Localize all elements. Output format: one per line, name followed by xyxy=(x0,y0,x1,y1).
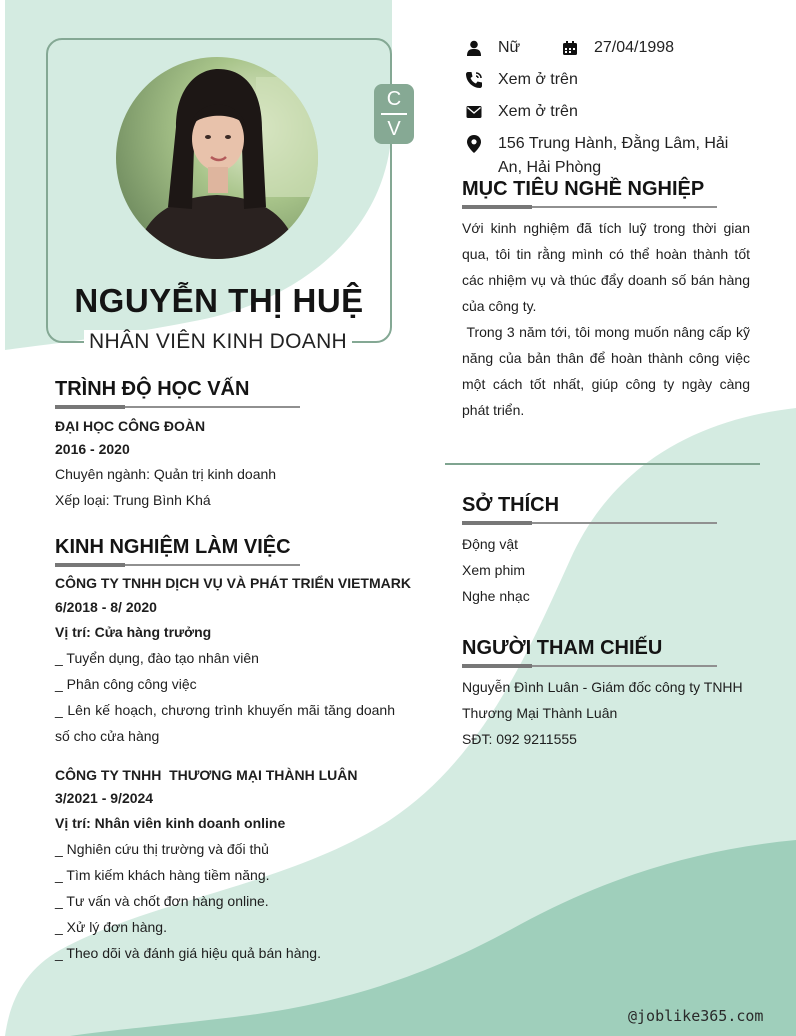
hobby-item: Xem phim xyxy=(462,562,526,578)
location-pin-icon xyxy=(464,134,484,154)
education-title: TRÌNH ĐỘ HỌC VẤN xyxy=(55,378,250,400)
education-underline xyxy=(55,405,300,409)
experience-title: KINH NGHIỆM LÀM VIỆC xyxy=(55,536,291,558)
reference-line-1: Nguyễn Đình Luân - Giám đốc công ty TNHH xyxy=(462,679,743,695)
job-2-duty: _ Theo dõi và đánh giá hiệu quả bán hàng. xyxy=(55,945,321,961)
reference-line-2: Thương Mại Thành Luân xyxy=(462,705,618,721)
birthdate-value: 27/04/1998 xyxy=(594,39,675,56)
job-2-duty: _ Nghiên cứu thị trường và đối thủ xyxy=(55,841,269,857)
phone-value: Xem ở trên xyxy=(498,71,578,88)
job-1-position: Vị trí: Cửa hàng trưởng xyxy=(55,624,212,640)
education-school: ĐẠI HỌC CÔNG ĐOÀN xyxy=(55,418,206,434)
job-1-duty: _ Phân công công việc xyxy=(55,676,197,692)
candidate-name: NGUYỄN THỊ HUỆ xyxy=(74,282,364,319)
education-major: Chuyên ngành: Quản trị kinh doanh xyxy=(55,466,277,482)
phone-icon xyxy=(464,70,484,90)
reference-phone: SĐT: 092 9211555 xyxy=(462,731,577,747)
objective-paragraph-1: Với kinh nghiệm đã tích luỹ trong thời gian qua, tôi tin rằng mình có thể hoàn thành tốt các nhiệm vụ và thúc đẩy doanh số bán hàng của công ty. xyxy=(462,220,750,314)
mail-icon xyxy=(464,102,484,122)
avatar xyxy=(116,57,318,259)
job-title: NHÂN VIÊN KINH DOANH xyxy=(84,330,352,354)
watermark: @joblike365.com xyxy=(628,1007,764,1025)
objective-underline xyxy=(462,205,717,209)
experience-underline xyxy=(55,563,300,567)
hobbies-title: SỞ THÍCH xyxy=(462,494,560,516)
address-line-1: 156 Trung Hành, Đằng Lâm, Hải xyxy=(498,135,729,152)
calendar-icon xyxy=(560,38,580,58)
hobby-item: Nghe nhạc xyxy=(462,588,530,604)
education-period: 2016 - 2020 xyxy=(55,441,130,457)
job-1-period: 6/2018 - 8/ 2020 xyxy=(55,599,157,615)
job-2-position: Vị trí: Nhân viên kinh doanh online xyxy=(55,815,286,831)
phone-row xyxy=(464,68,578,92)
cv-badge xyxy=(374,84,414,144)
objective-paragraph-2: Trong 3 năm tới, tôi mong muốn nâng cấp kỹ năng của bản thân để hoàn thành công việc một cách tốt nhất, giúp công ty ngày càng phát triển. xyxy=(462,324,754,418)
address-row xyxy=(464,132,744,180)
job-2-company: CÔNG TY TNHH THƯƠNG MẠI THÀNH LUÂN xyxy=(55,767,358,783)
job-2-period: 3/2021 - 9/2024 xyxy=(55,790,154,806)
section-divider xyxy=(445,463,760,465)
education-grade: Xếp loại: Trung Bình Khá xyxy=(55,492,211,508)
cv-badge-c: C xyxy=(386,88,402,111)
references-title: NGƯỜI THAM CHIẾU xyxy=(462,637,663,659)
gender-row xyxy=(464,36,520,60)
gender-value: Nữ xyxy=(498,39,521,56)
hobby-item: Động vật xyxy=(462,536,519,552)
job-1-company: CÔNG TY TNHH DỊCH VỤ VÀ PHÁT TRIỂN VIETMARK xyxy=(55,575,411,591)
user-icon xyxy=(464,38,484,58)
address-line-2: An, Hải Phòng xyxy=(498,159,602,176)
address-value xyxy=(498,132,728,180)
job-1-duty: _ Lên kế hoạch, chương trình khuyến mãi tăng doanh số cho cửa hàng xyxy=(55,702,395,744)
email-value: Xem ở trên xyxy=(498,103,578,120)
hobbies-underline xyxy=(462,521,717,525)
email-row xyxy=(464,100,578,124)
objective-title: MỤC TIÊU NGHỀ NGHIỆP xyxy=(462,178,705,200)
job-2-duty: _ Tìm kiếm khách hàng tiềm năng. xyxy=(55,867,270,883)
job-2-duty: _ Tư vấn và chốt đơn hàng online. xyxy=(55,893,269,909)
job-1-duty: _ Tuyển dụng, đào tạo nhân viên xyxy=(55,650,259,666)
job-2-duty: _ Xử lý đơn hàng. xyxy=(55,919,167,935)
references-underline xyxy=(462,664,717,668)
birthdate-row xyxy=(560,36,674,60)
cv-badge-v: V xyxy=(387,117,401,140)
